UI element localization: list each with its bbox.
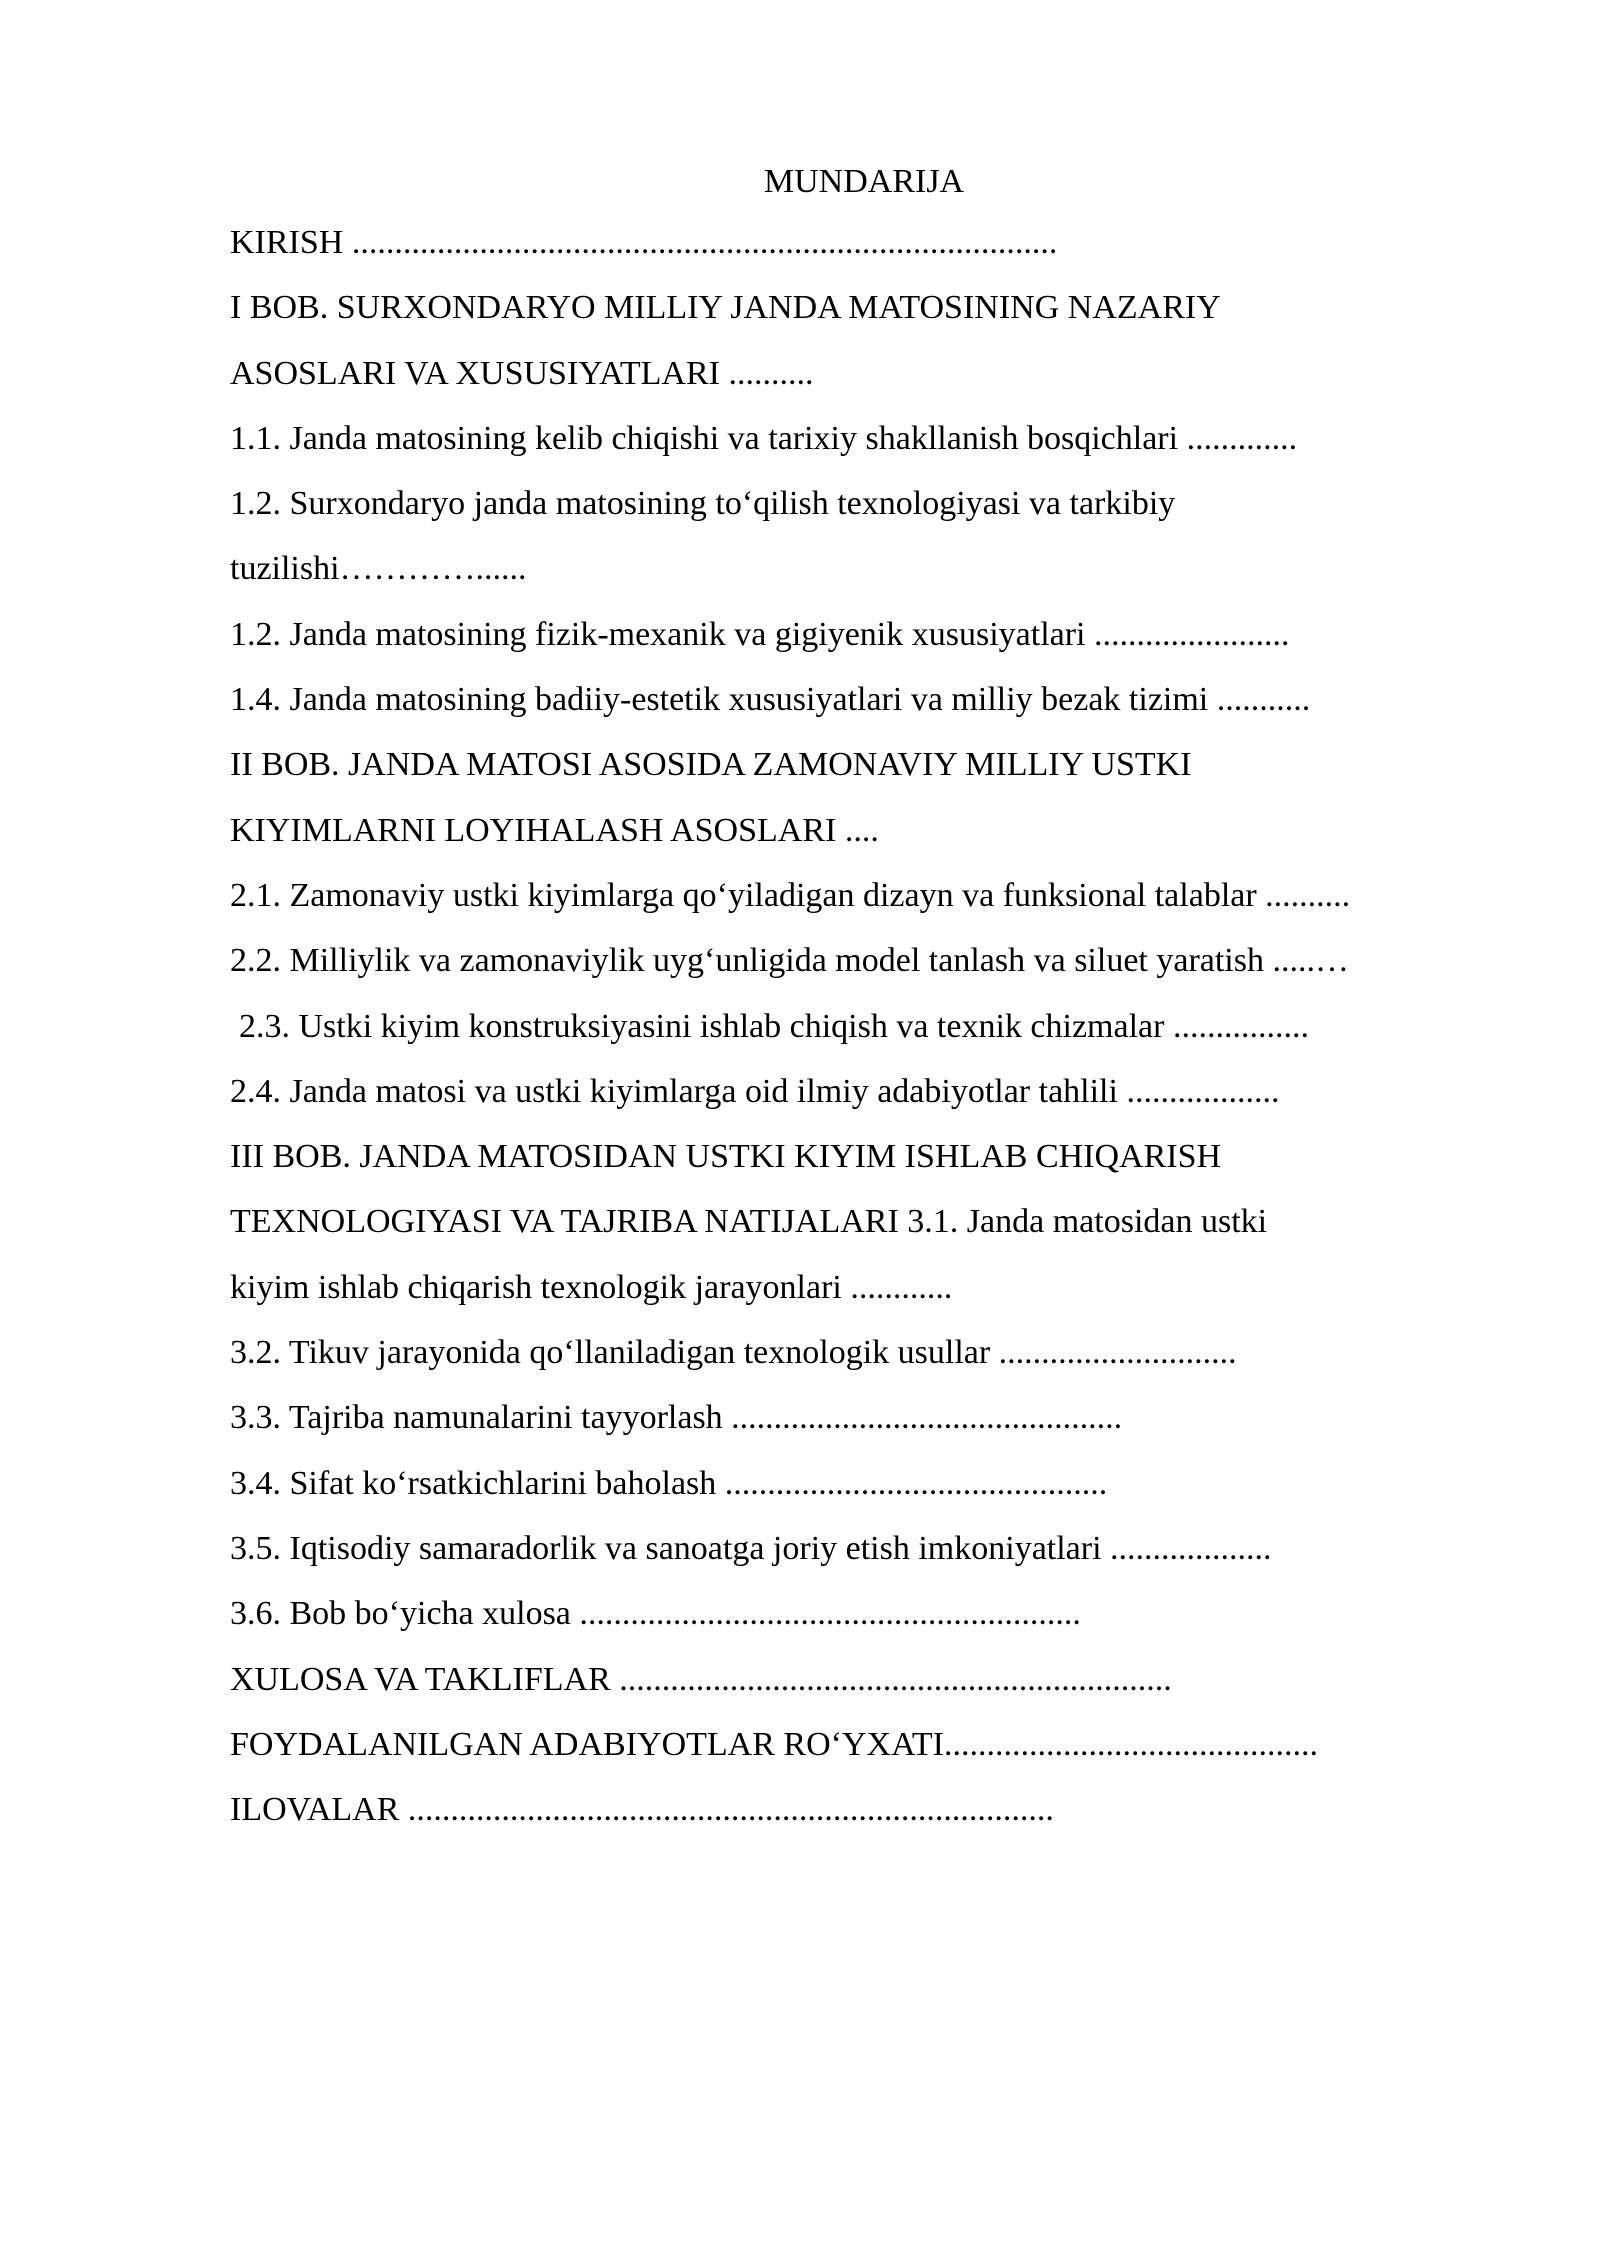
toc-entry-1-3: 1.2. Janda matosining fizik-mexanik va gigiyenik xususiyatlari ....................... <box>230 615 1290 653</box>
toc-entry-2-4: 2.4. Janda matosi va ustki kiyimlarga oid ilmiy adabiyotlar tahlili .................. <box>230 1072 1280 1110</box>
toc-chapter-3-heading-cont: TEXNOLOGIYASI VA TAJRIBA NATIJALARI 3.1. Janda matosidan ustki <box>230 1203 1268 1241</box>
page-title: MUNDARIJA <box>763 163 965 200</box>
toc-entry-3-2: 3.2. Tikuv jarayonida qo‘llaniladigan texnologik usullar ............................ <box>230 1334 1237 1372</box>
toc-chapter-1-heading: I BOB. SURXONDARYO MILLIY JANDA MATOSINING NAZARIY <box>230 289 1221 327</box>
toc-entry-1-4: 1.4. Janda matosining badiiy-estetik xususiyatlari va milliy bezak tizimi ........... <box>230 681 1311 719</box>
toc-entry-3-6: 3.6. Bob bo‘yicha xulosa ........................................................... <box>230 1595 1081 1633</box>
toc-chapter-3-heading: III BOB. JANDA MATOSIDAN USTKI KIYIM ISHLAB CHIQARISH <box>230 1138 1222 1176</box>
toc-entry-3-4: 3.4. Sifat ko‘rsatkichlarini baholash ............................................. <box>230 1464 1108 1502</box>
toc-entry-1-1: 1.1. Janda matosining kelib chiqishi va tarixiy shakllanish bosqichlari ............. <box>230 419 1298 457</box>
toc-entry-xulosa: XULOSA VA TAKLIFLAR ................................................................. <box>230 1660 1172 1698</box>
toc-entry-2-1: 2.1. Zamonaviy ustki kiyimlarga qo‘yiladigan dizayn va funksional talablar .......... <box>230 876 1351 914</box>
toc-entry-3-3: 3.3. Tajriba namunalarini tayyorlash .............................................. <box>230 1399 1123 1437</box>
table-of-contents <box>230 210 1530 1842</box>
toc-entry-3-5: 3.5. Iqtisodiy samaradorlik va sanoatga joriy etish imkoniyatlari ................... <box>230 1529 1272 1567</box>
toc-entry-1-2-cont: tuzilishi…………...... <box>230 550 527 588</box>
toc-entry-2-2: 2.2. Milliylik va zamonaviylik uyg‘unligida model tanlash va siluet yaratish .....… <box>230 942 1349 980</box>
toc-entry-ilovalar: ILOVALAR ............................................................................ <box>230 1791 1054 1829</box>
toc-entry-adabiyotlar: FOYDALANILGAN ADABIYOTLAR RO‘YXATI............................................ <box>230 1725 1318 1763</box>
toc-entry-1-2: 1.2. Surxondaryo janda matosining to‘qilish texnologiyasi va tarkibiy <box>230 485 1176 523</box>
toc-entry-2-3: 2.3. Ustki kiyim konstruksiyasini ishlab chiqish va texnik chizmalar ................ <box>239 1007 1309 1045</box>
toc-chapter-2-heading-cont: KIYIMLARNI LOYIHALASH ASOSLARI .... <box>230 811 879 849</box>
toc-chapter-2-heading: II BOB. JANDA MATOSI ASOSIDA ZAMONAVIY MILLIY USTKI <box>230 746 1192 784</box>
toc-entry-3-1-cont: kiyim ishlab chiqarish texnologik jarayonlari ............ <box>230 1268 953 1306</box>
toc-entry-kirish: KIRISH ................................................................................... <box>230 224 1058 261</box>
toc-chapter-1-heading-cont: ASOSLARI VA XUSUSIYATLARI .......... <box>230 354 814 392</box>
